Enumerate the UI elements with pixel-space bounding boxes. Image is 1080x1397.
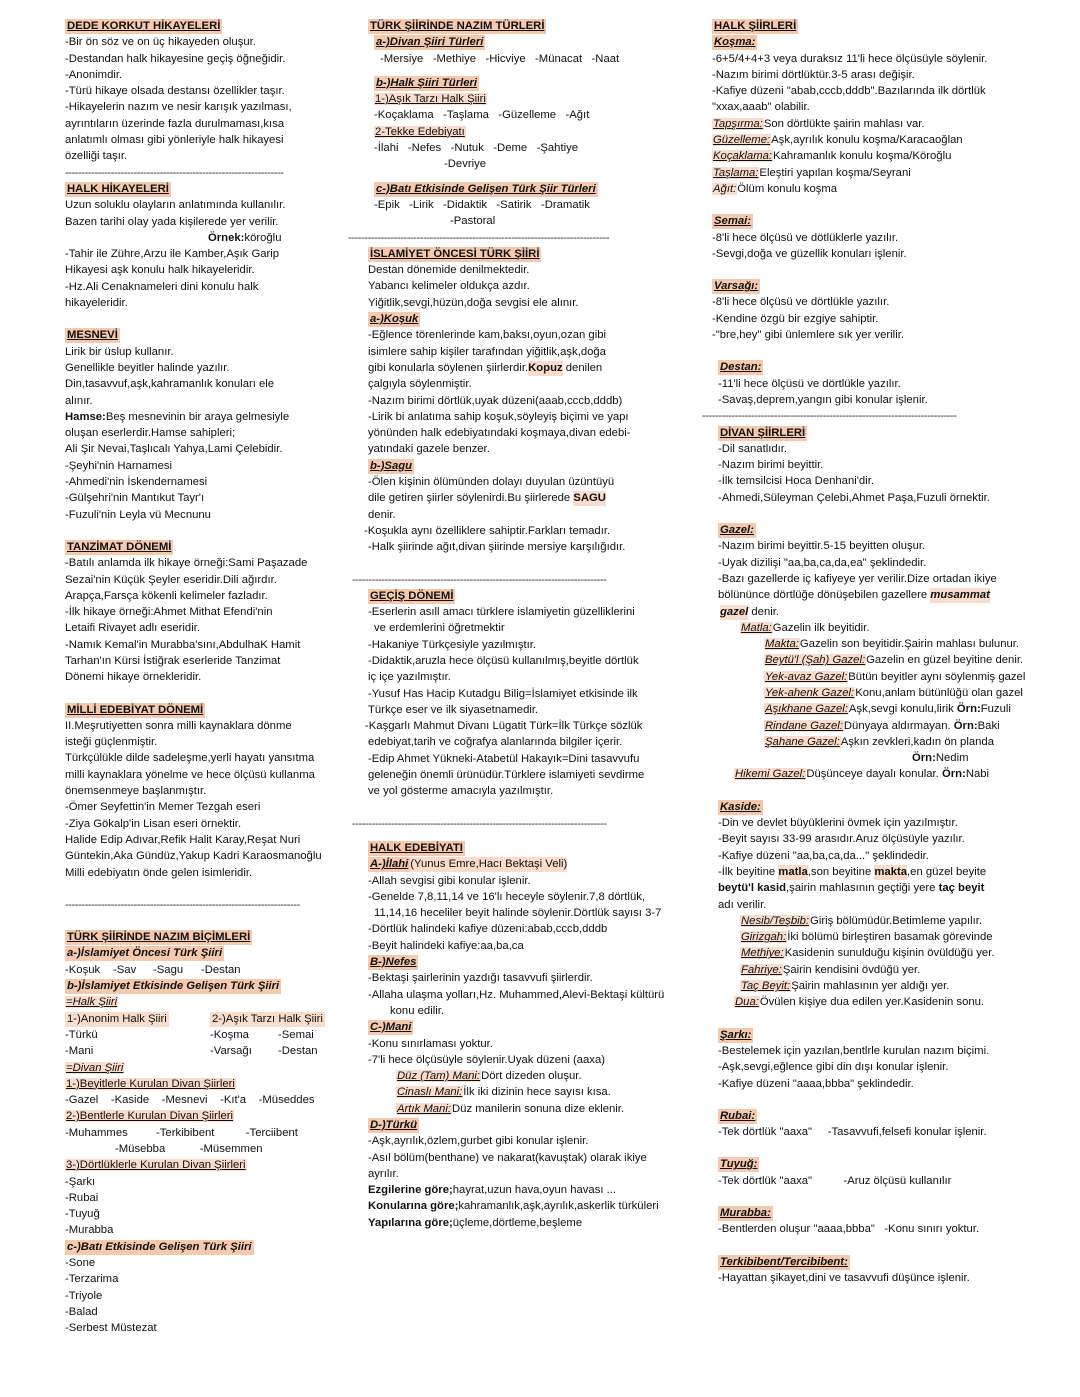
column-right xyxy=(702,18,1032,1286)
text-line: -Beyit halindeki kafiye:aa,ba,ca xyxy=(368,939,524,952)
hamse-line: Hamse:Beş mesnevinin bir araya gelmesiyle xyxy=(65,410,290,423)
definition-line: Cinaslı Mani:İlk iki dizinin hece sayısı kısa. xyxy=(397,1086,611,1099)
text-line: edebiyat,tarih ve coğrafya alanlarında bilgiler içerir. xyxy=(368,736,623,749)
subheading: a-)İslamiyet Öncesi Türk Şiiri xyxy=(67,947,223,960)
text-line: beytü'l kasid,şairin mahlasının geçtiği yere taç beyit xyxy=(718,882,985,895)
section-heading-halk-hikayeleri: HALK HİKAYELERİ xyxy=(67,182,169,195)
section-heading-islamiyet-oncesi: İSLAMİYET ÖNCESİ TÜRK ŞİİRİ xyxy=(370,247,540,260)
text-line: Lirik bir üslup kullanır. xyxy=(65,345,174,358)
text-line: -Nazım birimi beyittir.5-15 beyitten oluşur. xyxy=(718,540,926,553)
text-line: gazel denir. xyxy=(720,605,780,618)
text-line: -Dil sanatlıdır. xyxy=(718,442,788,455)
definition-line: Şahane Gazel:Aşkın zevkleri,kadın ön planda xyxy=(765,735,994,748)
section-heading-dede-korkut: DEDE KORKUT HİKAYELERİ xyxy=(67,20,221,32)
example-line: Örnek:köroğlu xyxy=(208,231,282,244)
subheading-ilahi: A-)İlahi(Yunus Emre,Hacı Bektaşi Veli) xyxy=(370,858,568,871)
subheading-turku: D-)Türkü xyxy=(370,1119,418,1131)
text-line: -İlk hikaye örneği:Ahmet Mithat Efendi'nin xyxy=(65,606,273,619)
text-line: -Nazım birimi dörtlüktür.3-5 arası değişir. xyxy=(712,68,915,81)
text-line: -Ölen kişinin ölümünden dolayı duyulan üzüntüyü xyxy=(368,476,615,489)
divider: ------------------------------------------------------------------------------ xyxy=(702,410,957,423)
definition-line: Beytü'l (Şah) Gazel:Gazelin en güzel beyitine denir. xyxy=(765,654,1024,667)
text-line: -Tahir ile Zühre,Arzu ile Kamber,Aşık Garip xyxy=(65,248,280,261)
text-line: -7'li hece ölçüsüyle söylenir.Uyak düzeni (aaxa) xyxy=(368,1053,605,1066)
text-line: özelliği taşır. xyxy=(65,150,128,163)
item-row: -Devriye xyxy=(444,158,487,171)
subheading-semai: Semai: xyxy=(714,215,752,228)
text-line: -Sevgi,doğa ve güzellik konuları işlenir. xyxy=(712,247,907,260)
definition-line: Yapılarına göre;üçleme,dörtleme,beşleme xyxy=(368,1216,583,1229)
section-heading-tanzimat: TANZİMAT DÖNEMİ xyxy=(67,540,172,553)
definition-line: Tapşırma:Son dörtlükte şairin mahlası var. xyxy=(713,117,925,130)
text-line: -Eserlerin asıll amacı türklere islamiyetin güzelliklerini xyxy=(368,606,635,619)
text-line: Tarhan'ın Kürsi İstiğrak eserleride Tanzimat xyxy=(65,654,281,667)
text-line: -Destandan halk hikayesine geçiş öğneğidir. xyxy=(65,52,286,65)
text-line: -Genelde 7,8,11,14 ve 16'lı heceyle söylenir.7,8 dörtlük, xyxy=(368,890,646,903)
subheading-varsagi: Varsağı: xyxy=(714,280,759,293)
section-heading-halk-edebiyati: HALK EDEBİYATI xyxy=(370,841,463,854)
subheading-rubai: Rubai: xyxy=(720,1109,756,1122)
text-line: denir. xyxy=(368,508,396,521)
text-line: -Şeyhi'nin Harnamesi xyxy=(65,459,173,472)
text-line: -Bestelemek için yazılan,bentlrle kurulan nazım biçimi. xyxy=(718,1044,990,1057)
text-line: Ali Şir Nevai,Taşlıcalı Yahya,Lami Çelebidir. xyxy=(65,443,283,456)
item-row: -Muhammes -Terkibibent -Terciibent xyxy=(65,1126,298,1139)
text-line: iç içe yazılmıştır. xyxy=(368,671,451,684)
item-row: -Müsebba -Müsemmen xyxy=(115,1143,263,1155)
text-line: Dönemi hikaye örnekleridir. xyxy=(65,671,202,684)
text-line: adı verilir. xyxy=(718,898,767,911)
text-line: -Yusuf Has Hacip Kutadgu Bilig=İslamiyet etkisinde ilk xyxy=(368,687,638,700)
subheading: c-)Batı Etkisinde Gelişen Türk Şiir Türleri xyxy=(376,182,596,195)
section-heading-milli-edebiyat: MİLLİ EDEBİYAT DÖNEMİ xyxy=(67,703,204,716)
subheading-kosma: Koşma: xyxy=(714,36,756,49)
text-line: Destan dönemide denilmektedir. xyxy=(368,264,530,277)
text-line: anlatımlı olması gibi yönleriyle halk hikayesi xyxy=(65,134,284,147)
definition-line: Matla:Gazelin ilk beyitidir. xyxy=(741,621,870,634)
divider: ------------------------------------------------------------------------------ xyxy=(352,573,607,586)
list-item: -Şarkı xyxy=(65,1175,96,1188)
definition-line: Rindane Gazel:Dünyaya aldırmayan. Örn:Baki xyxy=(765,719,1000,732)
section-heading-gecis-donemi: GEÇİŞ DÖNEMİ xyxy=(370,589,454,602)
text-line: yatındaki gazele benzer. xyxy=(368,443,490,456)
text-line: -Kafiye düzeni "abab,cccb,dddb".Bazılarında ilk dörtlük xyxy=(712,85,986,98)
text-line: isimlere sahip kişiler tarafından yiğitlik,aşk,doğa xyxy=(368,345,606,358)
text-line: -Ömer Seyfettin'in Memer Tezgah eseri xyxy=(65,801,261,814)
text-line: -Kafiye düzeni "aa,ba,ca,da..." şeklindedir. xyxy=(718,849,929,862)
definition-line: Güzelleme:Aşk,ayrılık konulu koşma/Karacaoğlan xyxy=(713,134,963,147)
text-line: -İlk beyitine matla,son beyitine makta,en güzel beyite xyxy=(718,865,987,878)
text-line: -Kaşgarlı Mahmut Divanı Lügatit Türk=İlk Türkçe sözlük xyxy=(365,720,643,733)
list-item: -Terzarima xyxy=(65,1273,119,1286)
definition-line: Yek-avaz Gazel:Bütün beyitler aynı söylenmiş gazel xyxy=(765,670,1026,683)
item-row: -Koşuk -Sav -Sagu -Destan xyxy=(65,963,241,976)
definition-line: Taşlama:Eleştiri yapılan koşma/Seyrani xyxy=(713,166,911,179)
item-row: -Koçaklama -Taşlama -Güzelleme -Ağıt xyxy=(374,109,590,122)
text-line: isteği güçlenmiştir. xyxy=(65,736,158,749)
text-line: -Konu sınırlaması yoktur. xyxy=(368,1037,493,1050)
subheading-gazel: Gazel: xyxy=(720,524,754,537)
subheading-sagu: b-)Sagu xyxy=(370,459,413,472)
subheading: =Halk Şiiri xyxy=(66,996,118,1009)
text-line: -Nazım birimi beyittir. xyxy=(718,459,824,472)
text-line: -İlk temsilcisi Hoca Denhani'dir. xyxy=(718,475,874,488)
text-line: -Savaş,deprem,yangın gibi konular işlenir. xyxy=(718,393,928,406)
text-line: dile getiren şiirler söylenirdi.Bu şiirlerede SAGU xyxy=(368,492,606,505)
text-line: -Ahmedi,Süleyman Çelebi,Ahmet Paşa,Fuzuli örnektir. xyxy=(718,491,990,504)
text-line: -Anonimdir. xyxy=(65,68,123,81)
text-line: -8'li hece ölçüsü ve dötlüklerle yazılır. xyxy=(712,231,899,244)
text-line: -Fuzuli'nin Leyla vü Mecnunu xyxy=(65,508,211,521)
text-line: -Bir ön söz ve on üç hikayeden oluşur. xyxy=(65,36,256,49)
text-line: -Eğlence törenlerinde kam,baksı,oyun,ozan gibi xyxy=(368,329,607,342)
subheading-tuyug: Tuyuğ: xyxy=(720,1158,758,1171)
list-item: -Tuyuğ xyxy=(65,1208,100,1221)
text-line: Bazen tarihi olay yada kişilerede yer verilir. xyxy=(65,215,279,228)
text-line: Hikayesi aşk konulu halk hikayeleridir. xyxy=(65,264,255,277)
text-line: bölününce dörtlüğe dönüşebilen gazellere musammat xyxy=(718,589,990,602)
subheading: b-)Halk Şiiri Türleri xyxy=(376,76,478,89)
subheading-sarki: Şarkı: xyxy=(720,1028,752,1041)
text-line: -Tek dörtlük "aaxa" -Aruz ölçüsü kullanılır xyxy=(718,1174,952,1187)
column-middle xyxy=(348,18,680,1231)
subheading: 2-Tekke Edebiyatı xyxy=(375,125,465,138)
definition-line: Nesib/Teşbib:Giriş bölümüdür.Betimleme yapılır. xyxy=(741,914,983,927)
text-line: Türkçülükle dilde sadeleşme,yerli hayatı yansıtma xyxy=(65,752,315,765)
text-line: -Bektaşi şairlerinin yazdığı tasavvufi şiirlerdir. xyxy=(368,972,593,985)
text-line: -Hayattan şikayet,dini ve tasavvufi düşünce işlenir. xyxy=(718,1271,970,1284)
subheading: a-)Divan Şiiri Türleri xyxy=(376,36,484,49)
definition-line: Hikemi Gazel:Düşünceye dayalı konular. Örn:Nabi xyxy=(735,768,990,781)
text-line: önemsenmeye başlanmıştır. xyxy=(65,785,207,798)
text-line: konu edilir. xyxy=(390,1004,445,1017)
item-row: -İlahi -Nefes -Nutuk -Deme -Şahtiye xyxy=(374,142,579,155)
text-line: -Kendine özgü bir ezgiye sahiptir. xyxy=(712,312,879,325)
text-line: ve yol gösterme amacıyla yazılmıştır. xyxy=(368,785,554,798)
list-item: -Sone xyxy=(65,1257,96,1270)
subheading: c-)Batı Etkisinde Gelişen Türk Şiiri xyxy=(67,1240,252,1253)
definition-line: Dua:Övülen kişiye dua edilen yer.Kasidenin sonu. xyxy=(735,996,985,1009)
text-line: Din,tasavvuf,aşk,kahramanlık konuları ele xyxy=(65,378,275,391)
text-line: -Allaha ulaşma yolları,Hz. Muhammed,Alevi-Bektaşi kültürü xyxy=(368,988,665,1001)
item-row: 1-)Anonim Halk Şiiri 2-)Aşık Tarzı Halk Şiiri xyxy=(67,1012,323,1025)
subheading-destan: Destan: xyxy=(720,361,762,374)
list-item: -Triyole xyxy=(65,1289,103,1302)
text-line: Halide Edip Adıvar,Refik Halit Karay,Reşat Nuri xyxy=(65,833,301,846)
item-row: -Mani -Varsağı -Destan xyxy=(65,1045,318,1058)
column-left xyxy=(65,18,355,1337)
text-line: -8'li hece ölçüsü ve dörtlükle yazılır. xyxy=(712,296,890,309)
text-line: -Koşukla aynı özelliklere sahiptir.Farkları temadır. xyxy=(364,524,611,537)
text-line: -Beyit sayısı 33-99 arasıdır.Aruz ölçüsüyle yazılır. xyxy=(718,833,965,846)
text-line: -Hakaniye Türkçesiyle yazılmıştır. xyxy=(368,638,537,651)
text-line: -Hikayelerin nazım ve nesir karışık yazılması, xyxy=(65,101,292,114)
text-line: Güntekin,Aka Gündüz,Yakup Kadri Karaosmanoğlu xyxy=(65,850,322,863)
text-line: -Bentlerden oluşur "aaaa,bbba" -Konu sınırı yoktur. xyxy=(718,1223,980,1236)
divider: -------------------------------------------------------------------------------- xyxy=(348,231,609,244)
item-row: -Türkü -Koşma -Semai xyxy=(65,1028,314,1041)
section-heading-nazim-bicimleri: TÜRK ŞİİRİNDE NAZIM BİÇİMLERİ xyxy=(67,931,251,944)
definition-line: Makta:Gazelin son beyitidir.Şairin mahlası bulunur. xyxy=(765,638,1020,651)
divider: ------------------------------------------------------------------------ xyxy=(65,898,300,911)
text-line: -Türü hikaye olsada destansı özellikler taşır. xyxy=(65,85,285,98)
text-line: -Tek dörtlük "aaxa" -Tasavvufi,felsefi konular işlenir. xyxy=(718,1126,987,1139)
subheading: 1-)Aşık Tarzı Halk Şiiri xyxy=(375,93,486,106)
subheading: 3-)Dörtlüklerle Kurulan Divan Şiirleri xyxy=(66,1159,246,1172)
text-line: Genellikle beyitler halinde yazılır. xyxy=(65,361,230,374)
definition-line: Girizgah:İki bölümü birleştiren basamak görevinde xyxy=(741,931,993,944)
text-line: -Uyak dizilişi "aa,ba,ca,da,ea" şeklindedir. xyxy=(718,556,927,569)
text-line: -Batılı anlamda ilk hikaye örneği:Sami Paşazade xyxy=(65,557,308,570)
list-item: -Murabba xyxy=(65,1224,114,1237)
list-item: -Balad xyxy=(65,1305,98,1318)
subheading-nefes: B-)Nefes xyxy=(370,956,417,969)
definition-line: Methiye:Kasidenin sunulduğu kişinin övüldüğü yer. xyxy=(741,947,995,960)
text-line: -Asıl bölüm(benthane) ve nakarat(kavuştak) olarak ikiye xyxy=(368,1151,647,1164)
text-line: 11,14,16 heceliler beyit halinde söylenir.Dörtlük sayısı 3-7 xyxy=(374,907,662,920)
item-row: -Pastoral xyxy=(450,215,496,228)
text-line: hikayeleridir. xyxy=(65,297,128,310)
text-line: alınır. xyxy=(65,394,93,407)
subheading-terkibibent: Terkibibent/Tercibibent: xyxy=(720,1255,848,1268)
text-line: -Namık Kemal'in Murabba'sını,AbdulhaK Hamit xyxy=(65,638,301,651)
text-line: -Nazım birimi dörtlük,uyak düzeni(aaab,cccb,dddb) xyxy=(368,394,623,407)
text-line: geleneğin önemli ürünüdür.Türklere islamiyeti sevdirme xyxy=(368,769,645,782)
subheading: 2-)Bentlerle Kurulan Divan Şiirleri xyxy=(66,1110,234,1123)
text-line: -Ahmedi'nin İskendernamesi xyxy=(65,476,208,489)
text-line: -"bre,hey" gibi ünlemlere sık yer verilir. xyxy=(712,329,904,342)
text-line: -Edip Ahmet Yükneki-Atabetül Hakayık=Dini tasavvufu xyxy=(368,752,640,765)
text-line: çalgıyla söylenmiştir. xyxy=(368,378,472,391)
text-line: -Bazı gazellerde iç kafiyeye yer verilir.Dize ortadan ikiye xyxy=(718,572,997,585)
text-line: -11'li hece ölçüsü ve dörtlükle yazılır. xyxy=(718,377,901,390)
divider: ------------------------------------------------------------------- xyxy=(65,166,284,179)
text-line: -Aşk,ayrılık,özlem,gurbet gibi konular işlenir. xyxy=(368,1135,589,1148)
text-line: ve erdemlerini öğretmektir xyxy=(374,622,505,635)
text-line: -Lirik bi anlatıma sahip koşuk,söyleyiş biçimi ve yapı xyxy=(368,410,629,423)
text-line: -6+5/4+4+3 veya duraksız 11'li hece ölçüsüyle söylenir. xyxy=(712,52,988,65)
text-line: -Gülşehri'nin Mantıkut Tayr'ı xyxy=(65,492,205,505)
definition-line: Taç Beyit:Şairin mahlasının yer aldığı yer. xyxy=(741,980,950,993)
definition-line: Düz (Tam) Mani:Dört dizeden oluşur. xyxy=(397,1070,582,1083)
text-line: II.Meşrutiyetten sonra milli kaynaklara dönme xyxy=(65,719,292,732)
text-line: oluşan eserlerdir.Hamse sahipleri; xyxy=(65,427,236,440)
text-line: gibi konularla söylenen şiirlerdir.Kopuz denilen xyxy=(368,361,603,374)
text-line: "xxax,aaab" olabilir. xyxy=(712,101,810,114)
text-line: -Aşk,sevgi,eğlence gibi din dışı konular işlenir. xyxy=(718,1061,949,1074)
text-line: Arapça,Farsça kökenli kelimeler fazladır. xyxy=(65,589,268,602)
text-line: Sezai'nin Küçük Şeyler eseridir.Dili ağırdır. xyxy=(65,573,277,586)
subheading: =Divan Şiiri xyxy=(66,1061,124,1074)
divider: ------------------------------------------------------------------------------ xyxy=(352,817,607,830)
definition-line: Aşıkhane Gazel:Aşk,sevgi konulu,lirik Örn:Fuzuli xyxy=(765,703,1011,716)
list-item: -Serbest Müstezat xyxy=(65,1322,157,1335)
item-row: -Mersiye -Methiye -Hicviye -Münacat -Naat xyxy=(380,52,620,65)
text-line: Milli edebiyatın önde gelen isimleridir. xyxy=(65,866,253,879)
section-heading-mesnevi: MESNEVİ xyxy=(67,329,118,342)
subheading-mani: C-)Mani xyxy=(370,1021,412,1034)
text-line: -Din ve devlet büyüklerini övmek için yazılmıştır. xyxy=(718,817,958,830)
text-line: Yiğitlik,sevgi,hüzün,doğa sevgisi ele alınır. xyxy=(368,296,579,309)
text-line: -Ziya Gökalp'in Lisan eseri örnektir. xyxy=(65,817,242,830)
text-line: Letaifi Rivayet adlı eseridir. xyxy=(65,622,200,635)
example-line: Örn:Nedim xyxy=(912,752,969,765)
subheading: 1-)Beyitlerle Kurulan Divan Şiirleri xyxy=(66,1077,235,1090)
text-line: Uzun soluklu olayların anlatımında kullanılır. xyxy=(65,199,286,212)
text-line: ayrıntıların üzerinde fazla durulmaması,kısa xyxy=(65,117,285,130)
item-row: -Epik -Lirik -Didaktik -Satirik -Dramatik xyxy=(374,198,590,211)
definition-line: Yek-ahenk Gazel:Konu,anlam bütünlüğü olan gazel xyxy=(765,686,1023,699)
text-line: -Dörtlük halindeki kafiye düzeni:abab,cccb,dddb xyxy=(368,923,608,936)
definition-line: Konularına göre;kahramanlık,aşk,ayrılık,askerlik türküleri xyxy=(368,1200,659,1213)
text-line: ayrılır. xyxy=(368,1167,399,1180)
text-line: milli kaynaklara yönelme ve hece ölçüsü kullanma xyxy=(65,768,315,781)
subheading-murabba: Murabba: xyxy=(720,1207,771,1219)
text-line: -Kafiye düzeni "aaaa,bbba" şeklindedir. xyxy=(718,1077,914,1090)
definition-line: Artık Mani:Düz manilerin sonuna dize eklenir. xyxy=(397,1102,625,1115)
definition-line: Ezgilerine göre;hayrat,uzun hava,oyun havası ... xyxy=(368,1184,617,1197)
text-line: -Halk şiirinde ağıt,divan şiirinde mersiye karşılığıdır. xyxy=(368,541,626,554)
text-line: -Allah sevgisi gibi konular işlenir. xyxy=(368,874,531,887)
subheading: b-)İslamiyet Etkisinde Gelişen Türk Şiiri xyxy=(67,980,280,993)
section-heading-nazim-turleri: TÜRK ŞİİRİNDE NAZIM TÜRLERİ xyxy=(370,20,545,32)
section-heading-divan-siirleri: DİVAN ŞİİRLERİ xyxy=(720,426,806,439)
text-line: -Didaktik,aruzla hece ölçüsü kullanılmış,beyitle dörtlük xyxy=(368,654,639,667)
item-row: -Gazel -Kaside -Mesnevi -Kıt'a -Müseddes xyxy=(65,1094,315,1107)
text-line: yönünden halk edebiyatındaki koşmaya,divan edebi- xyxy=(368,427,631,440)
text-line: -Hz.Ali Cenaknameleri dini konulu halk xyxy=(65,280,259,293)
definition-line: Koçaklama:Kahramanlık konulu koşma/Köroğlu xyxy=(713,150,952,163)
section-heading-halk-siirleri: HALK ŞİİRLERİ xyxy=(714,20,797,32)
text-line: Türkçe eser ve ilk siyasetnamedir. xyxy=(368,703,539,716)
list-item: -Rubai xyxy=(65,1191,99,1204)
text-line: Yabancı kelimeler oldukça azdır. xyxy=(368,280,530,293)
subheading-kosuk: a-)Koşuk xyxy=(370,313,419,326)
definition-line: Ağıt:Ölüm konulu koşma xyxy=(713,182,838,195)
subheading-kaside: Kaside: xyxy=(720,800,761,813)
definition-line: Fahriye:Şairin kendisini övdüğü yer. xyxy=(741,963,921,976)
